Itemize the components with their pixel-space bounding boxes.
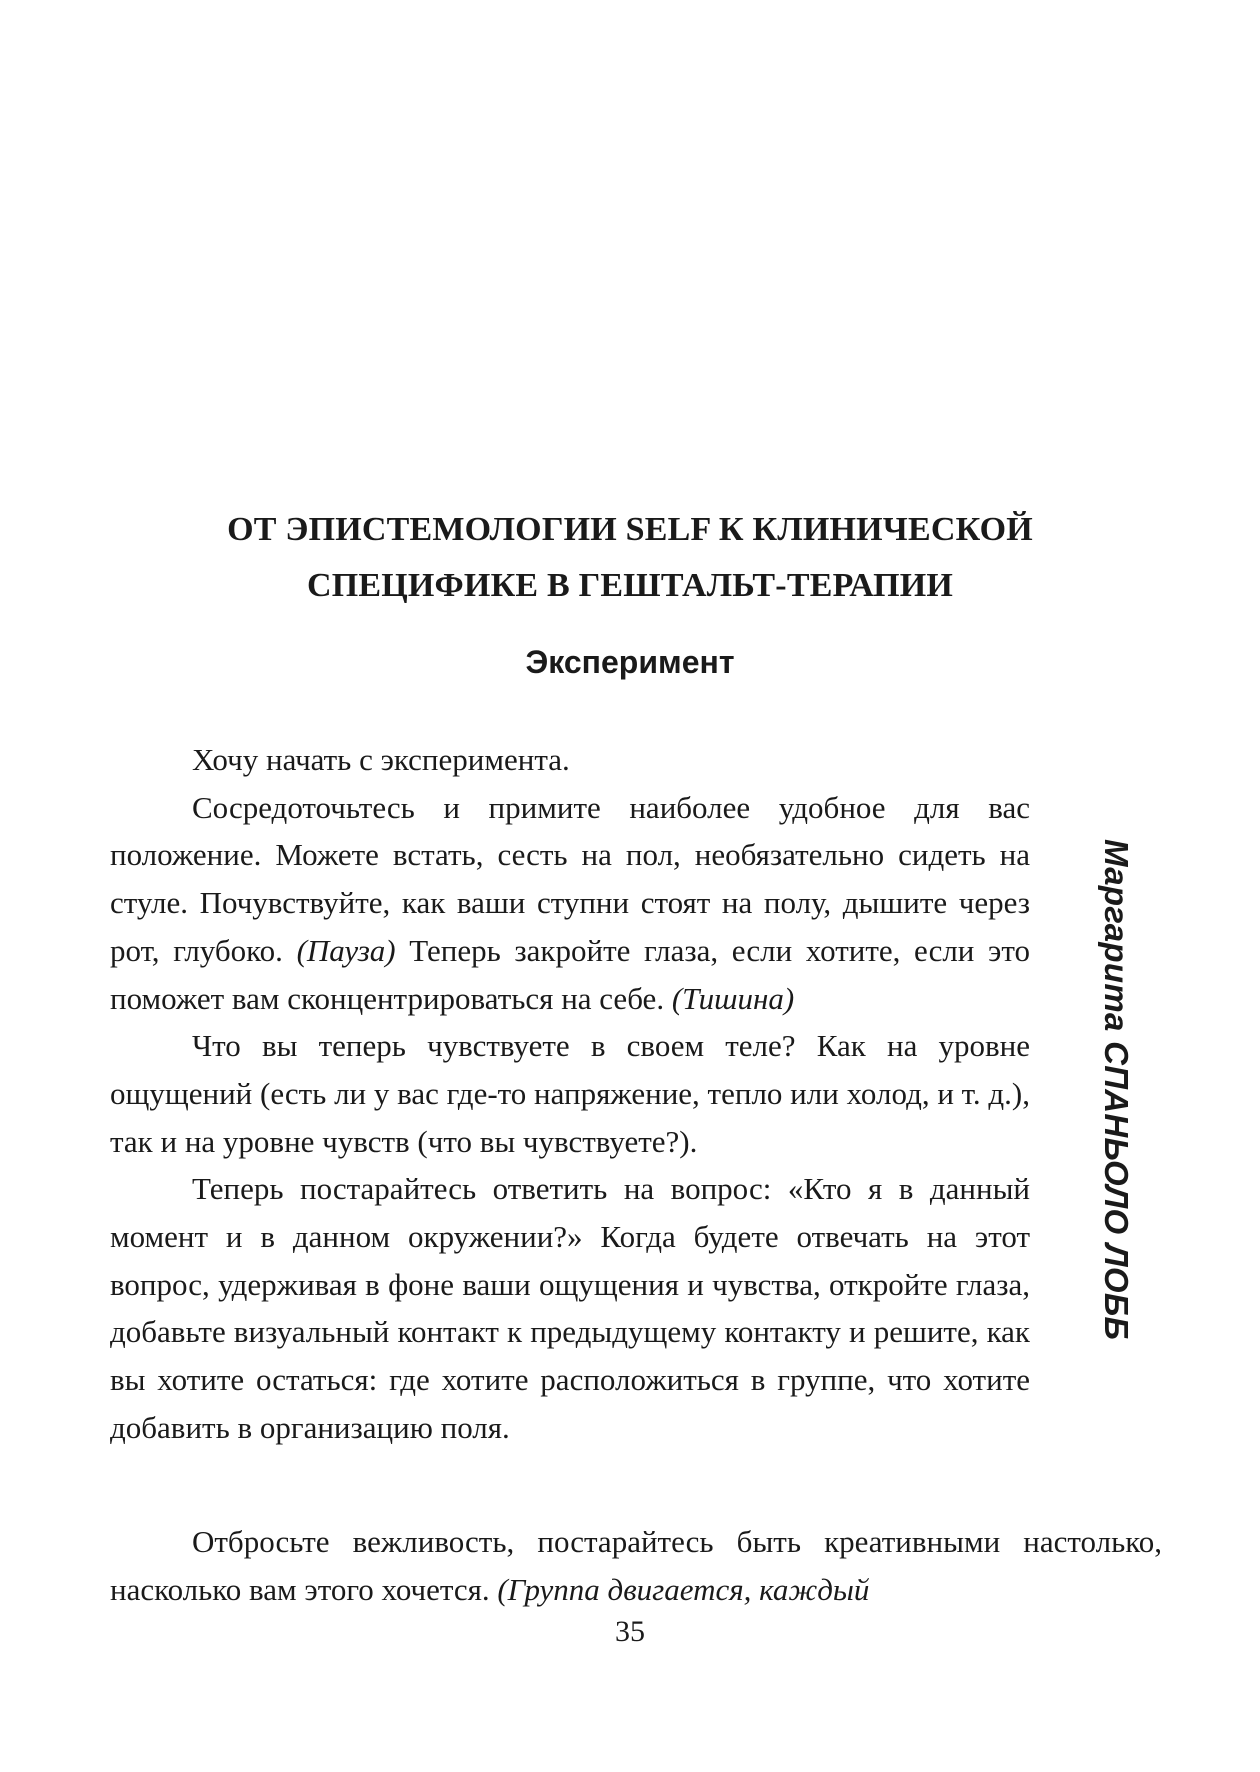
paragraph	[110, 1165, 1030, 1451]
paragraph-text: Теперь закройте глаза, если хотите, если это поможет вам сконцентрироваться на себе.	[110, 932, 1030, 1016]
stage-direction: (Пауза)	[296, 932, 396, 968]
section-title: Эксперимент	[525, 644, 735, 680]
chapter-title-line: ОТ ЭПИСТЕМОЛОГИИ SELF К КЛИНИЧЕСКОЙ	[227, 511, 1033, 548]
page-number: 35	[615, 1615, 645, 1648]
running-head	[1093, 830, 1139, 1350]
paragraph	[110, 736, 1030, 784]
stage-direction: (Тишина)	[671, 980, 795, 1016]
chapter-title	[110, 502, 1150, 614]
chapter-title-line: СПЕЦИФИКЕ В ГЕШТАЛЬТ-ТЕРАПИИ	[306, 567, 954, 604]
paragraph	[110, 1022, 1030, 1165]
paragraph-text: Теперь постарайтесь ответить на вопрос: «Кто я в данный момент и в данном окружении?» Когда будете отвечать на этот вопрос, удерживая в фоне ваши ощущения и чувства, откройте глаза, добавьте визуальный контакт к предыдущему контакту и решите, как вы хотите остаться: где хотите расположиться в группе, что хотите добавить в организацию поля.	[110, 1171, 1030, 1445]
body-text-continued	[110, 1518, 1162, 1613]
paragraph	[110, 784, 1030, 1023]
stage-direction: (Группа двигается, каждый	[497, 1571, 870, 1607]
running-head-author: Маргарита СПАНЬОЛО ЛОББ	[1098, 839, 1135, 1341]
paragraph-text: Хочу начать с эксперимента.	[192, 742, 570, 777]
paragraph-text: Отбросьте вежливость, постарайтесь быть креативными настолько, насколько вам этого хочется.	[110, 1524, 1162, 1607]
body-text	[110, 736, 1030, 1452]
paragraph-text: Что вы теперь чувствуете в своем теле? Как на уровне ощущений (есть ли у вас где-то напряжение, тепло или холод, и т. д.), так и на уровне чувств (что вы чувствуете?).	[110, 1028, 1030, 1159]
paragraph	[110, 1518, 1162, 1613]
paragraph-text: Сосредоточьтесь и примите наиболее удобное для вас положение. Можете встать, сесть на пол, необязательно сидеть на стуле. Почувствуйте, как ваши ступни стоят на полу, дышите через рот, глубоко.	[110, 789, 1030, 968]
